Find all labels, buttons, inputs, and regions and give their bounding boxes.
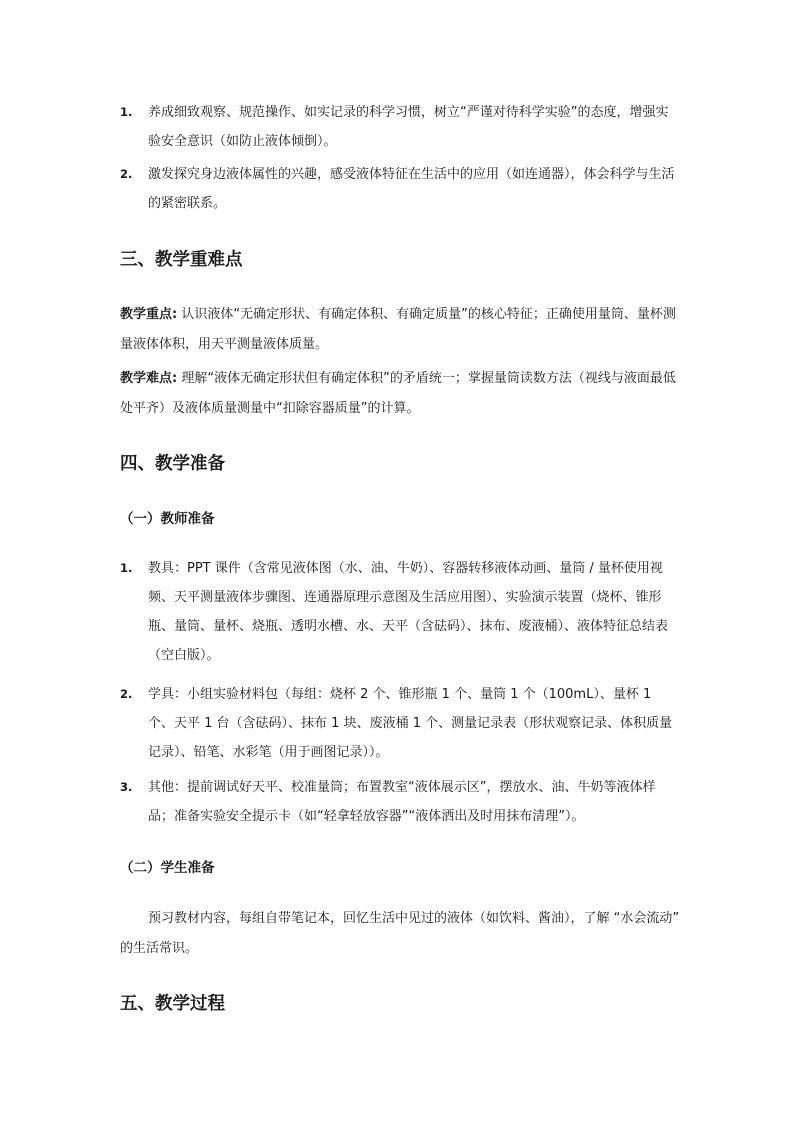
list-number: 2.: [120, 167, 133, 181]
key-point-label: 教学重点:: [120, 307, 178, 322]
list-number: 2.: [120, 687, 133, 701]
list-number: 3.: [120, 780, 133, 794]
teacher-item-2: [120, 680, 680, 767]
list-number: 1.: [120, 105, 133, 119]
list-text: 养成细致观察、规范操作、如实记录的科学习惯，树立“严谨对待科学实验”的态度，增强实验安全意识（如防止液体倾倒）。: [148, 105, 669, 149]
list-text: 学具：小组实验材料包（每组：烧杯 2 个、锥形瓶 1 个、量筒 1 个（100mL）、量杯 1 个、天平 1 台（含砝码）、抹布 1 块、废液桶 1 个、测量记录表（形状观察记录、体积质量记录）、铅笔、水彩笔（用于画图记录））。: [148, 687, 673, 760]
list-text: 激发探究身边液体属性的兴趣，感受液体特征在生活中的应用（如连通器），体会科学与生活的紧密联系。: [148, 167, 675, 211]
difficult-point-label: 教学难点:: [120, 371, 178, 386]
key-point-paragraph: [120, 300, 680, 360]
list-text: 教具：PPT 课件（含常见液体图（水、油、牛奶）、容器转移液体动画、量筒 / 量杯使用视频、天平测量液体步骤图、连通器原理示意图及生活应用图）、实验演示装置（烧杯、锥形瓶、量筒、量杯、烧瓶、透明水槽、水、天平（含砝码）、抹布、废液桶）、液体特征总结表（空白版）。: [148, 561, 669, 663]
difficult-point-text: 理解“液体无确定形状但有确定体积”的矛盾统一；掌握量筒读数方法（视线与液面最低处平齐）及液体质量测量中“扣除容器质量”的计算。: [120, 371, 676, 416]
difficult-point-paragraph: [120, 364, 680, 424]
teacher-item-1: [120, 554, 680, 670]
subheading-teacher-preparation: （一）教师准备: [120, 511, 215, 527]
goal-item-2: [120, 160, 680, 218]
section-heading-preparation: 四、教学准备: [120, 454, 225, 474]
section-heading-key-points: 三、教学重难点: [120, 250, 243, 270]
teacher-item-3: [120, 773, 680, 831]
list-text: 其他：提前调试好天平、校准量筒；布置教室“液体展示区”，摆放水、油、牛奶等液体样品；准备实验安全提示卡（如“轻拿轻放容器”“液体洒出及时用抹布清理”）。: [148, 780, 656, 824]
list-number: 1.: [120, 561, 133, 575]
subheading-student-preparation: （二）学生准备: [120, 860, 215, 876]
key-point-text: 认识液体“无确定形状、有确定体积、有确定质量”的核心特征；正确使用量筒、量杯测量液体体积，用天平测量液体质量。: [120, 307, 676, 352]
goal-item-1: [120, 98, 680, 156]
student-preparation-text: 预习教材内容，每组自带笔记本，回忆生活中见过的液体（如饮料、酱油），了解 “水会流动” 的生活常识。: [120, 911, 680, 956]
section-heading-process: 五、教学过程: [120, 994, 225, 1014]
